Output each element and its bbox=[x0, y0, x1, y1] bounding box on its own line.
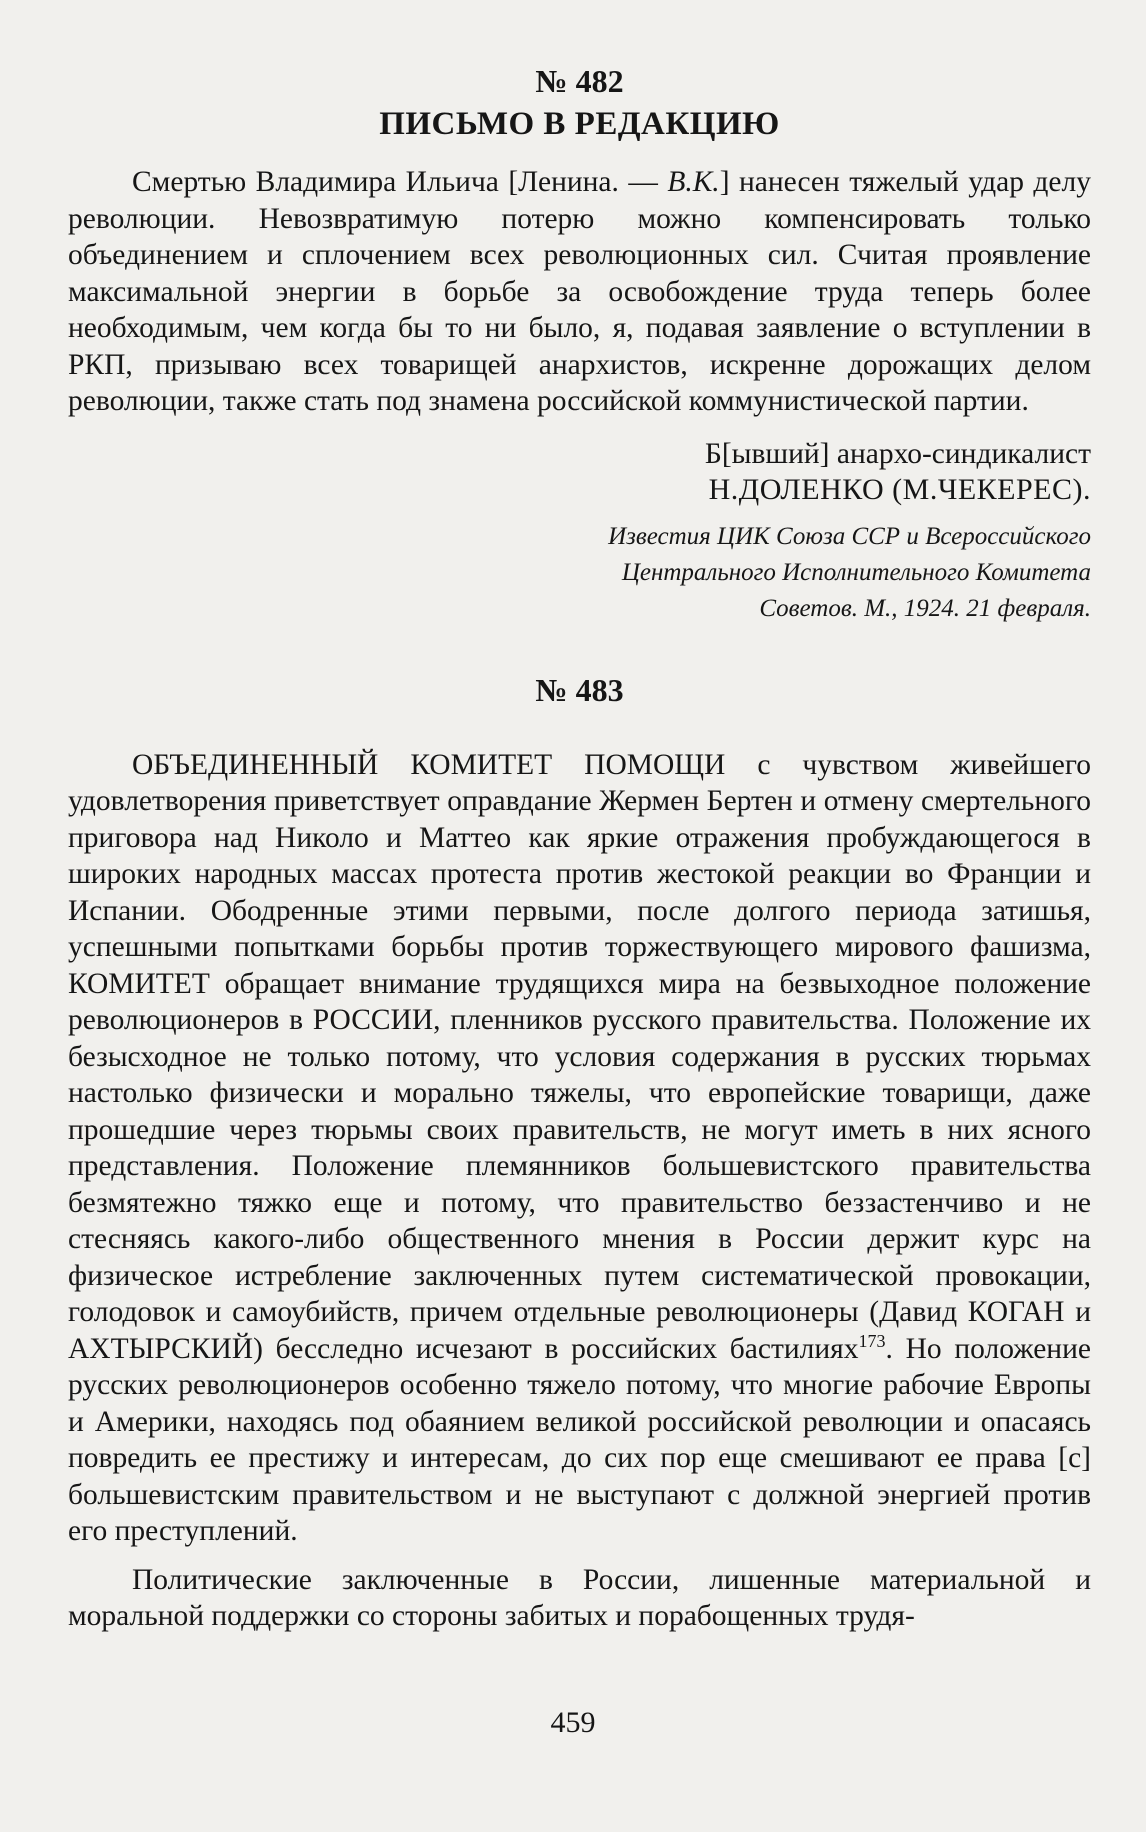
document-number: № 483 bbox=[535, 671, 624, 708]
letter-paragraph bbox=[68, 164, 1091, 420]
signature-name: Н.ДОЛЕНКО (М.ЧЕКЕРЕС). bbox=[708, 473, 1091, 506]
signature-role: Б[ывший] анархо-синдикалист bbox=[704, 437, 1091, 470]
committee-paragraph-2: Политические заключенные в России, лишенные материальной и моральной поддержки со стороны забитых и порабощенных трудя- bbox=[68, 1563, 1091, 1632]
source-line: Известия ЦИК Союза ССР и Всероссийского bbox=[608, 522, 1091, 550]
paragraph-text-start: ОБЪЕДИНЕННЫЙ КОМИТЕТ ПОМОЩИ с чувством живейшего удовлетворения приветствует оправдание Жермен Бертен и отмену смертельного приговора над Николо и Маттео как яркие отражения пробуждающегося в широких народных массах протеста против жестокой реакции во Франции и Испании. Ободренные этими первыми, после долгого периода затишья, успешными попытками борьбы против торжествующего мирового фашизма, КОМИТЕТ обращает внимание трудящихся мира на безвыходное положение революционеров в РОССИИ, пленников русского правительства. Положение их безысходное не только потому, что условия содержания в русских тюрьмах настолько физически и морально тяжелы, что европейские товарищи, даже прошедшие через тюрьмы своих правительств, не могут иметь в них ясного представления. Положение племянников большевистского правительства безмятежно тяжко еще и потому, что правительство беззастенчиво и не стесняясь какого-либо общественного мнения в России держит курс на физическое истребление заключенных путем систематической провокации, голодовок и самоубийств, причем отдельные революционеры (Давид КОГАН и АХТЫРСКИЙ) бесследно исчезают в российских бастилиях bbox=[68, 748, 1091, 1365]
letter-text-start: Смертью Владимира Ильича [Ленина. — bbox=[132, 166, 668, 198]
document-482 bbox=[68, 62, 1091, 627]
source-citation bbox=[68, 519, 1091, 627]
document-title: ПИСЬМО В РЕДАКЦИЮ bbox=[379, 106, 780, 142]
source-line: Центрального Исполнительного Комитета bbox=[621, 558, 1091, 586]
signature-block bbox=[68, 436, 1091, 509]
committee-paragraph bbox=[68, 747, 1091, 1550]
page-number: 459 bbox=[550, 1706, 596, 1739]
source-line: Советов. М., 1924. 21 февраля. bbox=[759, 594, 1091, 622]
text-column bbox=[68, 62, 1091, 1635]
letter-text-end: ] нанесен тяжелый удар делу революции. Невозвратимую потерю можно компенсировать только объединением и сплочением всех революционных сил. Считая проявление максимальной энергии в борьбе за освобождение труда теперь более необходимым, чем когда бы то ни было, я, подавая заявление о вступлении в РКП, призываю всех товарищей анархистов, искренне дорожащих делом революции, также стать под знамена российской коммунистической партии. bbox=[68, 166, 1091, 417]
paragraph-text-end: . Но положение русских революционеров особенно тяжело потому, что многие рабочие Европы и Америки, находясь под обаянием великой российской революции и опасаясь повредить ее престижу и интересам, до сих пор еще смешивают ее права [с] большевистским правительством и не выступают с должной энергией против его преступлений. bbox=[68, 1332, 1091, 1547]
editor-initials: В.К. bbox=[667, 166, 720, 198]
document-number: № 482 bbox=[535, 63, 624, 99]
footnote-reference[interactable]: 173 bbox=[858, 1330, 886, 1351]
document-483 bbox=[68, 671, 1091, 1635]
